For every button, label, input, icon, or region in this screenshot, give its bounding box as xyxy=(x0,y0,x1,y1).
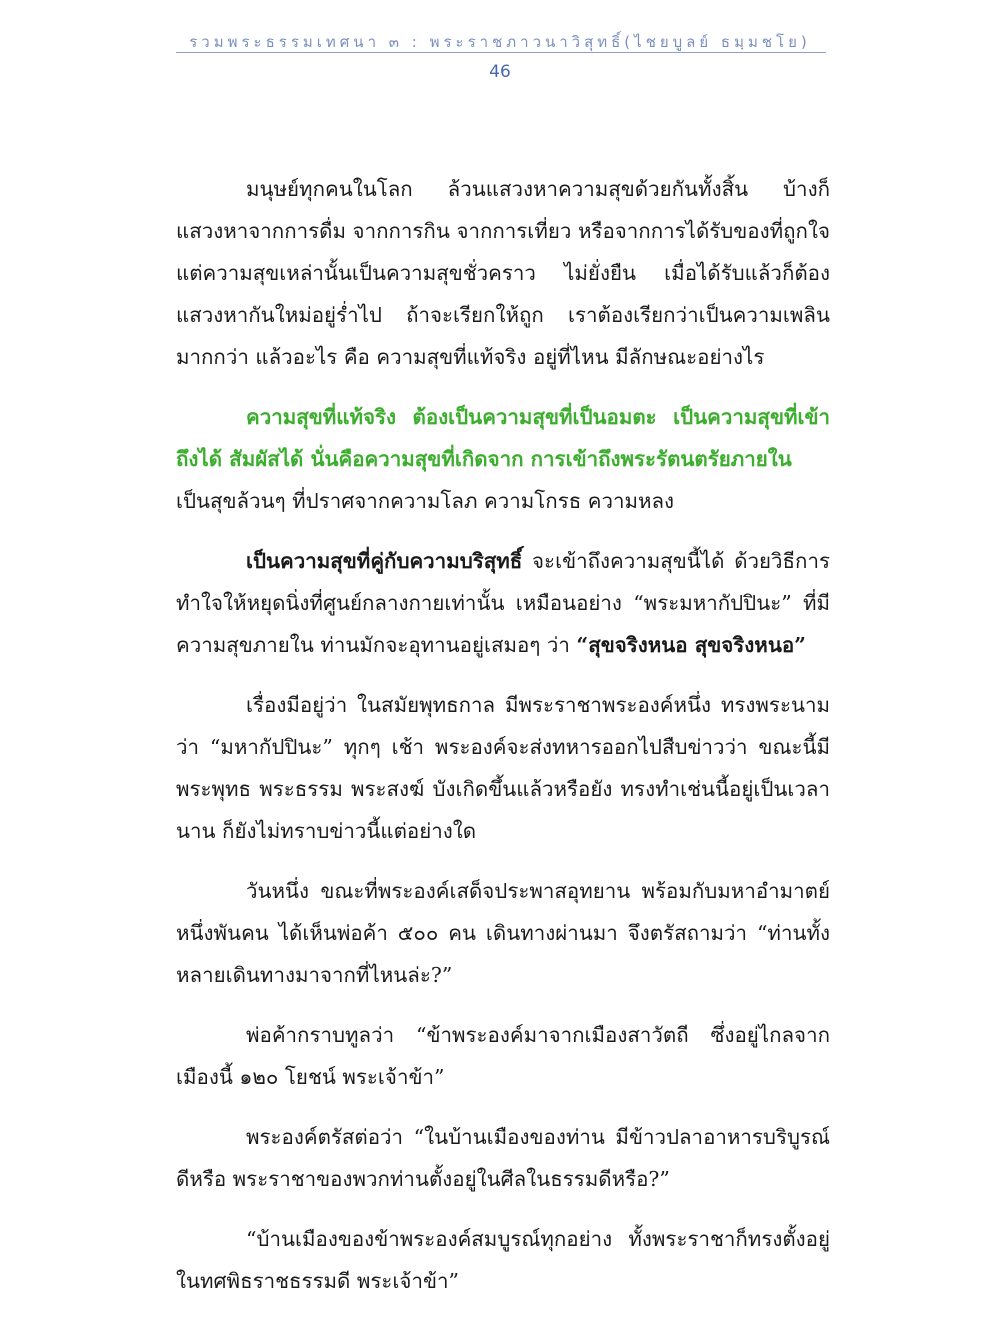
paragraph-intro: มนุษย์ทุกคนในโลก ล้วนแสวงหาความสุขด้วยกันทั้งสิ้น บ้างก็แสวงหาจากการดื่ม จากการกิน จากการเที่ยว หรือจากการได้รับของที่ถูกใจ แต่ความสุขเหล่านั้นเป็นความสุขชั่วคราว ไม่ยั่งยืน เมื่อได้รับแล้วก็ต้องแสวงหากันใหม่อยู่ร่ำไป ถ้าจะเรียกให้ถูก เราต้องเรียกว่าเป็นความเพลินมากกว่า แล้วอะไร คือ ความสุขที่แท้จริง อยู่ที่ไหน มีลักษณะอย่างไร xyxy=(176,177,830,369)
bold-quote: “สุขจริงหนอ สุขจริงหนอ” xyxy=(576,633,806,657)
paragraph-park-visit: วันหนึ่ง ขณะที่พระองค์เสด็จประพาสอุทยาน พร้อมกับมหาอำมาตย์หนึ่งพันคน ได้เห็นพ่อค้า ๕๐๐ คน เดินทางผ่านมา จึงตรัสถามว่า “ท่านทั้งหลายเดินทางมาจากที่ไหนล่ะ?” xyxy=(176,879,830,987)
bold-lead-text: เป็นความสุขที่คู่กับความบริสุทธิ์ xyxy=(246,549,523,573)
paragraph-merchant-answer: “บ้านเมืองของข้าพระองค์สมบูรณ์ทุกอย่าง ทั้งพระราชาก็ทรงตั้งอยู่ในทศพิธราชธรรมดี พระเจ้าข้า” xyxy=(176,1227,830,1293)
paragraph-true-happiness xyxy=(176,396,830,480)
paragraph-merchant-reply: พ่อค้ากราบทูลว่า “ข้าพระองค์มาจากเมืองสาวัตถี ซึ่งอยู่ไกลจากเมืองนี้ ๑๒๐ โยชน์ พระเจ้าข้า” xyxy=(176,1023,830,1089)
page-number: 46 xyxy=(489,62,511,82)
main-text xyxy=(176,168,830,1320)
paragraph-purity-text: จะเข้าถึงความสุขนี้ได้ ด้วยวิธีการทำใจให้หยุดนิ่งที่ศูนย์กลางกายเท่านั้น เหมือนอย่าง “พระมหากัปปินะ” ที่มีความสุขภายใน ท่านมักจะอุทานอยู่เสมอๆ ว่า xyxy=(176,549,830,657)
paragraph-king-question: พระองค์ตรัสต่อว่า “ในบ้านเมืองของท่าน มีข้าวปลาอาหารบริบูรณ์ดีหรือ พระราชาของพวกท่านตั้งอยู่ในศีลในธรรมดีหรือ?” xyxy=(176,1125,830,1191)
paragraph-purity xyxy=(176,540,830,666)
paragraph-story-intro: เรื่องมีอยู่ว่า ในสมัยพุทธกาล มีพระราชาพระองค์หนึ่ง ทรงพระนามว่า “มหากัปปินะ” ทุกๆ เช้า พระองค์จะส่งทหารออกไปสืบข่าวว่า ขณะนี้มีพระพุทธ พระธรรม พระสงฆ์ บังเกิดขึ้นแล้วหรือยัง ทรงทำเช่นนี้อยู่เป็นเวลานาน ก็ยังไม่ทราบข่าวนี้แต่อย่างใด xyxy=(176,693,830,843)
running-header: รวมพระธรรมเทศนา ๓ : พระราชภาวนาวิสุทธิ์(ไชยบูลย์ ธมฺมชโย) xyxy=(189,33,811,51)
highlighted-green-text: ความสุขที่แท้จริง ต้องเป็นความสุขที่เป็นอมตะ เป็นความสุขที่เข้าถึงได้ สัมผัสได้ นั่นคือความสุขที่เกิดจาก การเข้าถึงพระรัตนตรัยภายใน xyxy=(176,405,830,471)
header-divider xyxy=(176,52,826,53)
paragraph-true-happiness-continued: เป็นสุขล้วนๆ ที่ปราศจากความโลภ ความโกรธ ความหลง xyxy=(176,489,675,513)
